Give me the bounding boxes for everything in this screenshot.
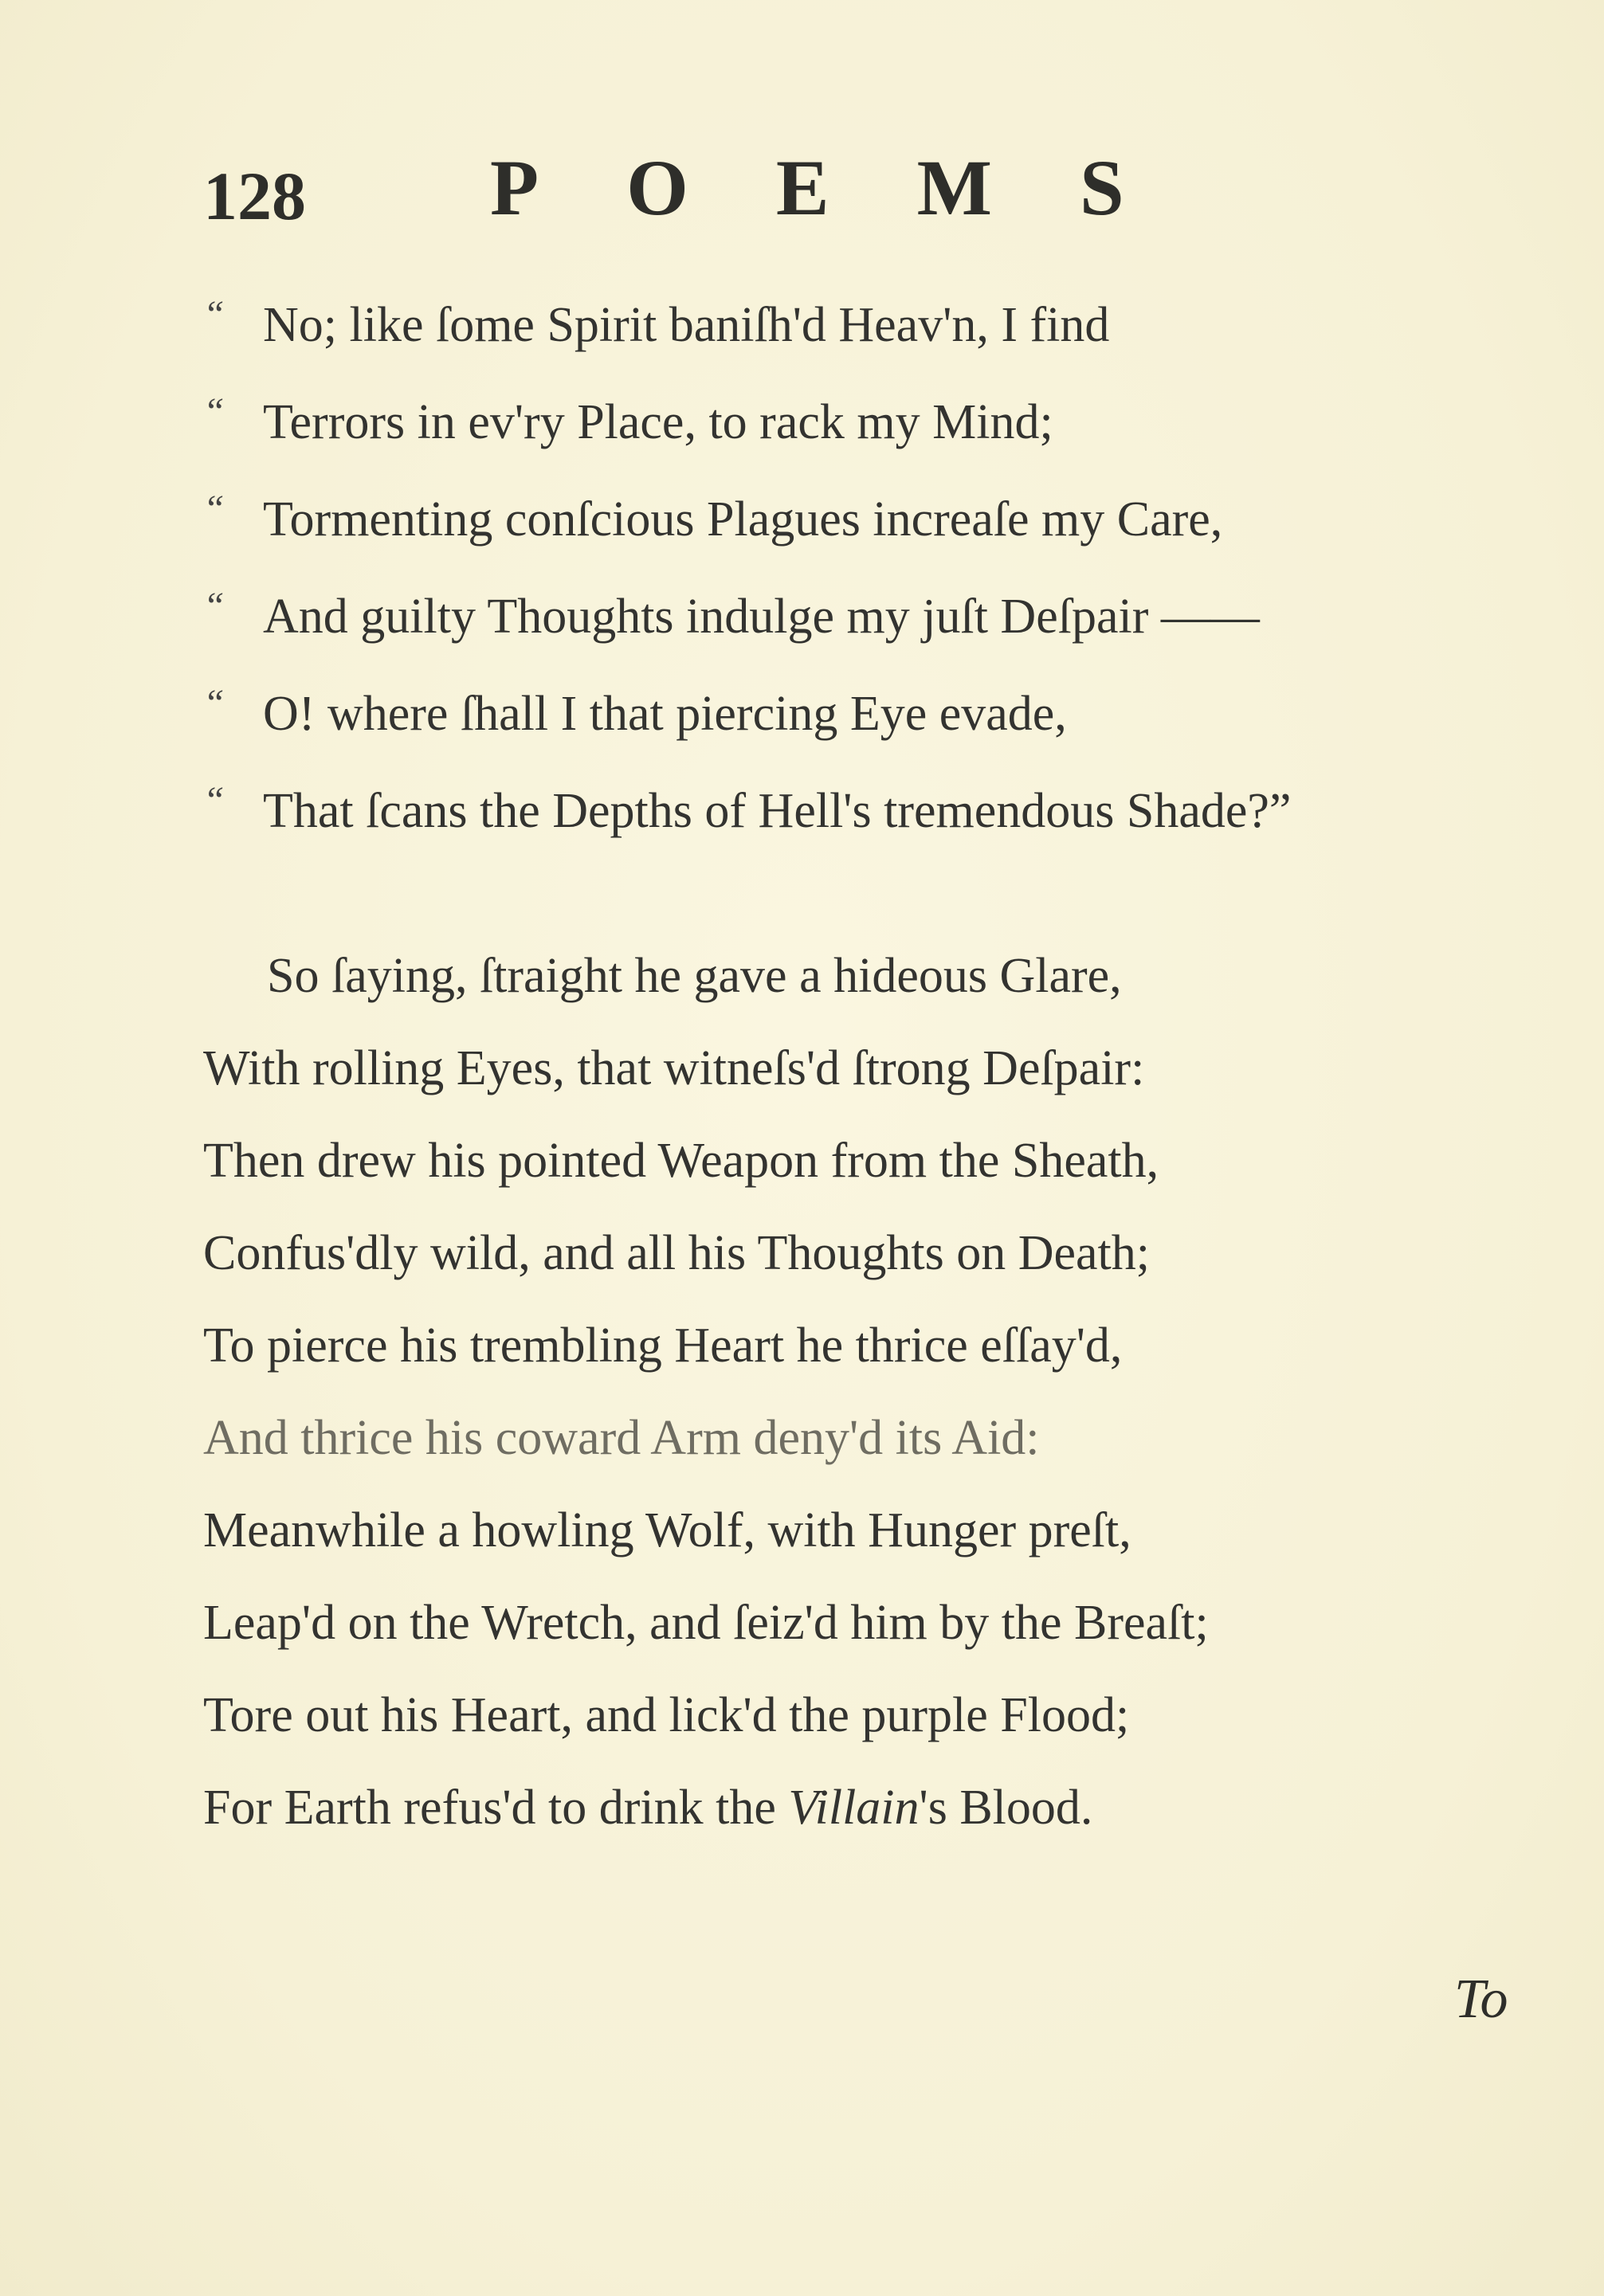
- poem-line: [203, 469, 1222, 549]
- running-title: [490, 142, 1212, 233]
- poem-line: Leap'd on the Wretch, and ſeiz'd him by the Breaſt;: [203, 1596, 1209, 1650]
- line-text: For Earth refus'd to drink the: [203, 1781, 789, 1835]
- poem-line: Then drew his pointed Weapon from the Sheath,: [203, 1134, 1159, 1188]
- poem-line: [203, 372, 1053, 452]
- line-text: That ſcans the Depths of Hell's tremendous Shade?”: [263, 784, 1292, 838]
- poem-line: To pierce his trembling Heart he thrice eſſay'd,: [203, 1318, 1123, 1373]
- quote-mark: “: [203, 585, 225, 627]
- poem-line: [203, 664, 1067, 743]
- running-title-letter: S: [1079, 143, 1124, 232]
- running-title-letter: P: [490, 143, 539, 232]
- poem-line: And thrice his coward Arm deny'd its Aid:: [203, 1411, 1040, 1465]
- quote-mark: “: [203, 293, 225, 335]
- poem-line: Meanwhile a howling Wolf, with Hunger preſt,: [203, 1503, 1131, 1557]
- running-title-letter: M: [916, 143, 992, 232]
- poem-line: So ſaying, ſtraight he gave a hideous Glare,: [267, 949, 1122, 1003]
- line-text: Tormenting conſcious Plagues increaſe my Care,: [263, 492, 1223, 547]
- line-text: Terrors in ev'ry Place, to rack my Mind;: [263, 395, 1053, 449]
- line-text: 's Blood.: [919, 1781, 1093, 1835]
- poem-line: Confus'dly wild, and all his Thoughts on Death;: [203, 1226, 1150, 1280]
- poem-line: [203, 275, 1109, 355]
- quote-mark: “: [203, 779, 225, 821]
- line-text: No; like ſome Spirit baniſh'd Heav'n, I find: [263, 298, 1110, 352]
- line-text: O! where ſhall I that piercing Eye evade,: [263, 687, 1067, 741]
- page-header: [203, 142, 1239, 237]
- quote-mark: “: [203, 390, 225, 433]
- page-number: 128: [203, 158, 306, 234]
- running-title-letter: O: [626, 143, 688, 232]
- line-text: And guilty Thoughts indulge my juſt Deſpair ——: [263, 590, 1260, 644]
- poem-line: [203, 566, 1260, 646]
- poem-line: [203, 761, 1291, 840]
- italic-word: Villain: [788, 1781, 920, 1835]
- quote-mark: “: [203, 488, 225, 530]
- poem-line: With rolling Eyes, that witneſs'd ſtrong Deſpair:: [203, 1041, 1145, 1095]
- running-title-letter: E: [775, 143, 829, 232]
- quote-mark: “: [203, 682, 225, 724]
- catchword: To: [1454, 1969, 1508, 2030]
- poem-line: Tore out his Heart, and lick'd the purple Flood;: [203, 1688, 1130, 1742]
- poem-line: [203, 1768, 1092, 1847]
